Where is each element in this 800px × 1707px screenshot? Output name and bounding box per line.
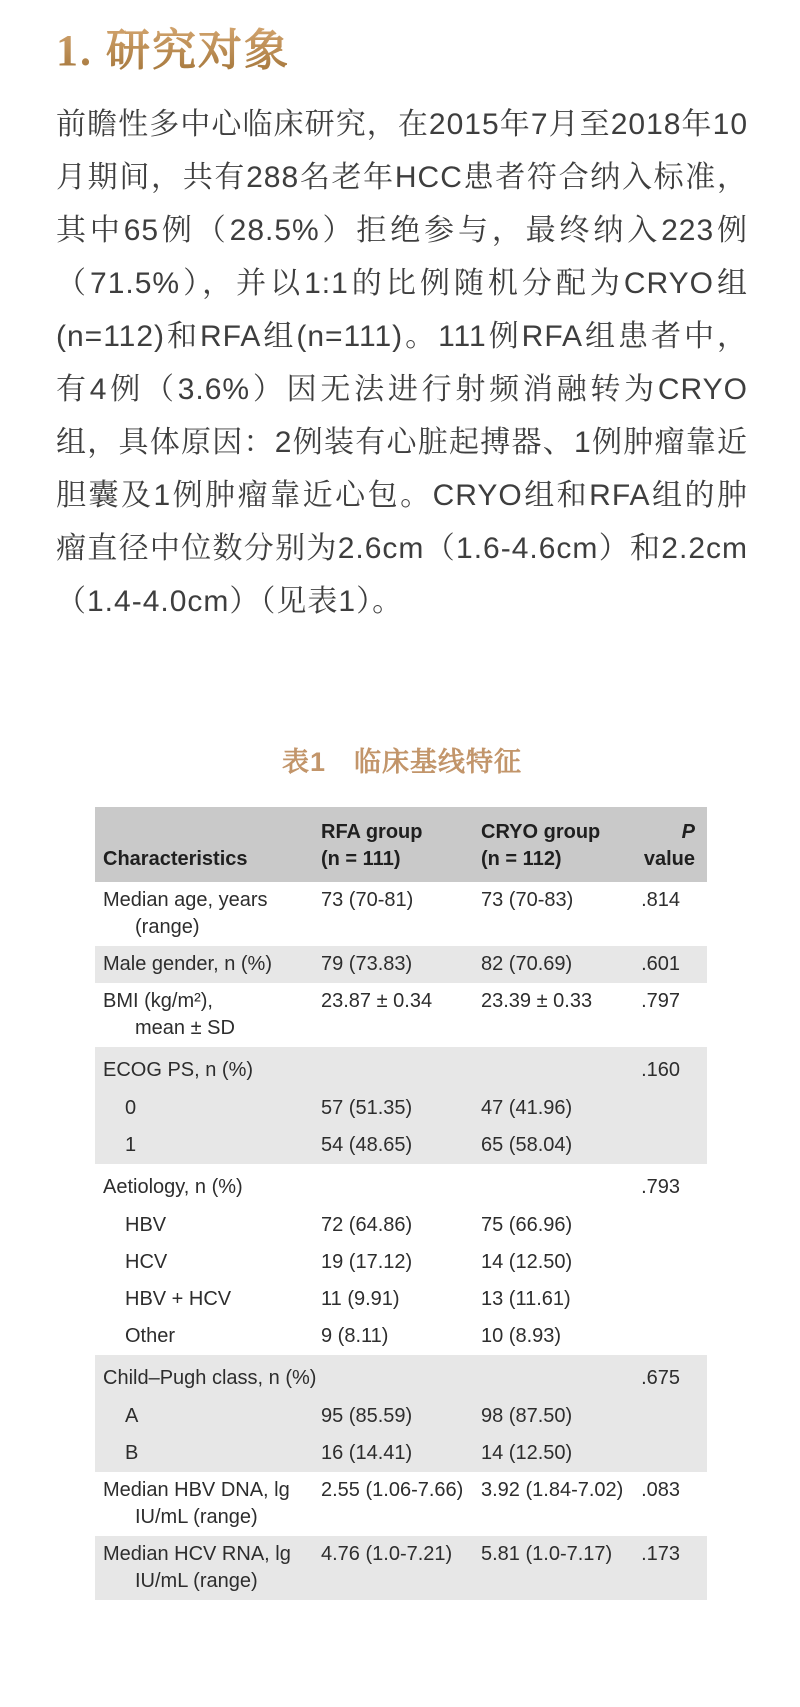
rfa-value: 9 (8.11) [321,1325,389,1347]
p-value: .160 [641,1059,680,1081]
rfa-value: 4.76 (1.0-7.21) [321,1543,453,1565]
rfa-value: 19 (17.12) [321,1251,413,1273]
p-value: .675 [641,1367,680,1389]
p-value: .797 [641,990,680,1012]
row-label: Other [125,1325,176,1347]
row-label: 0 [125,1097,137,1119]
cryo-value: 5.81 (1.0-7.17) [481,1543,613,1565]
body-paragraph: 前瞻性多中心临床研究，在2015年7月至2018年10月期间，共有288名老年HCC患者符合纳入标准，其中65例（28.5%）拒绝参与，最终纳入223例（71.5%），并以1:1的比例随机分配为CRYO组(n=112)和RFA组(n=111)。111例RFA组患者中，有4例（3.6%）因无法进行射频消融转为CRYO组，具体原因：2例装有心脏起搏器、1例肿瘤靠近胆囊及1例肿瘤靠近心包。CRYO组和RFA组的肿瘤直径中位数分别为2.6cm（1.6-4.6cm）和2.2cm（1.4-4.0cm）（见表1）。 [56,108,748,618]
row-label: Male gender, n (%) [103,953,272,975]
row-label: 1 [125,1134,137,1156]
cryo-value: 13 (11.61) [481,1288,571,1310]
header-cryo-group: CRYO group (n = 112) [481,821,601,870]
table-row [95,1355,707,1398]
row-label: Aetiology, n (%) [103,1176,243,1198]
p-value: .173 [641,1543,680,1565]
rfa-value: 54 (48.65) [321,1134,413,1156]
table-row [95,1090,707,1127]
table-body [95,882,707,1600]
cryo-value: 98 (87.50) [481,1405,573,1427]
rfa-value: 79 (73.83) [321,953,413,975]
row-label: HBV + HCV [125,1288,232,1310]
table-row [95,946,707,983]
cryo-value: 14 (12.50) [481,1442,573,1464]
row-label: Median age, years (range) [103,889,268,938]
table-row [95,1047,707,1090]
row-label: Child–Pugh class, n (%) [103,1367,317,1389]
rfa-value: 23.87 ± 0.34 [321,990,433,1012]
rfa-value: 16 (14.41) [321,1442,413,1464]
rfa-value: 2.55 (1.06-7.66) [321,1479,464,1501]
table-row [95,1472,707,1536]
p-value: .814 [641,889,680,911]
cryo-value: 65 (58.04) [481,1134,573,1156]
header-characteristics: Characteristics [103,848,248,870]
cryo-value: 82 (70.69) [481,953,573,975]
table-row [95,1281,707,1318]
cryo-value: 47 (41.96) [481,1097,573,1119]
p-value: .083 [641,1479,680,1501]
table-row [95,1127,707,1164]
row-label: Median HCV RNA, lg IU/mL (range) [103,1543,291,1592]
cryo-value: 23.39 ± 0.33 [481,990,593,1012]
rfa-value: 73 (70-81) [321,889,414,911]
table-title: 表1 临床基线特征 [281,747,523,777]
row-label: B [125,1442,139,1464]
cryo-value: 75 (66.96) [481,1214,573,1236]
baseline-characteristics-table [95,807,707,1600]
table-row [95,1244,707,1281]
header-rfa-group: RFA group (n = 111) [321,821,423,870]
table-row [95,1398,707,1435]
row-label: Median HBV DNA, lg IU/mL (range) [103,1479,290,1528]
table-row [95,983,707,1047]
table-header-row [95,807,707,882]
row-label: HBV [125,1214,167,1236]
table-row [95,1318,707,1355]
row-label: ECOG PS, n (%) [103,1059,254,1081]
p-value: .601 [641,953,680,975]
cryo-value: 3.92 (1.84-7.02) [481,1479,624,1501]
cryo-value: 73 (70-83) [481,889,574,911]
table-row [95,1435,707,1472]
section-heading: 1. 研究对象 [56,26,748,76]
p-value: .793 [641,1176,680,1198]
rfa-value: 11 (9.91) [321,1288,400,1310]
row-label: A [125,1405,139,1427]
cryo-value: 14 (12.50) [481,1251,573,1273]
row-label: HCV [125,1251,168,1273]
table-row [95,1536,707,1600]
table-row [95,1164,707,1207]
row-label: BMI (kg/m²), mean ± SD [103,990,235,1039]
rfa-value: 95 (85.59) [321,1405,413,1427]
table-row [95,1207,707,1244]
rfa-value: 57 (51.35) [321,1097,413,1119]
table-row [95,882,707,946]
header-p-value: P value [643,821,695,870]
rfa-value: 72 (64.86) [321,1214,413,1236]
cryo-value: 10 (8.93) [481,1325,562,1347]
